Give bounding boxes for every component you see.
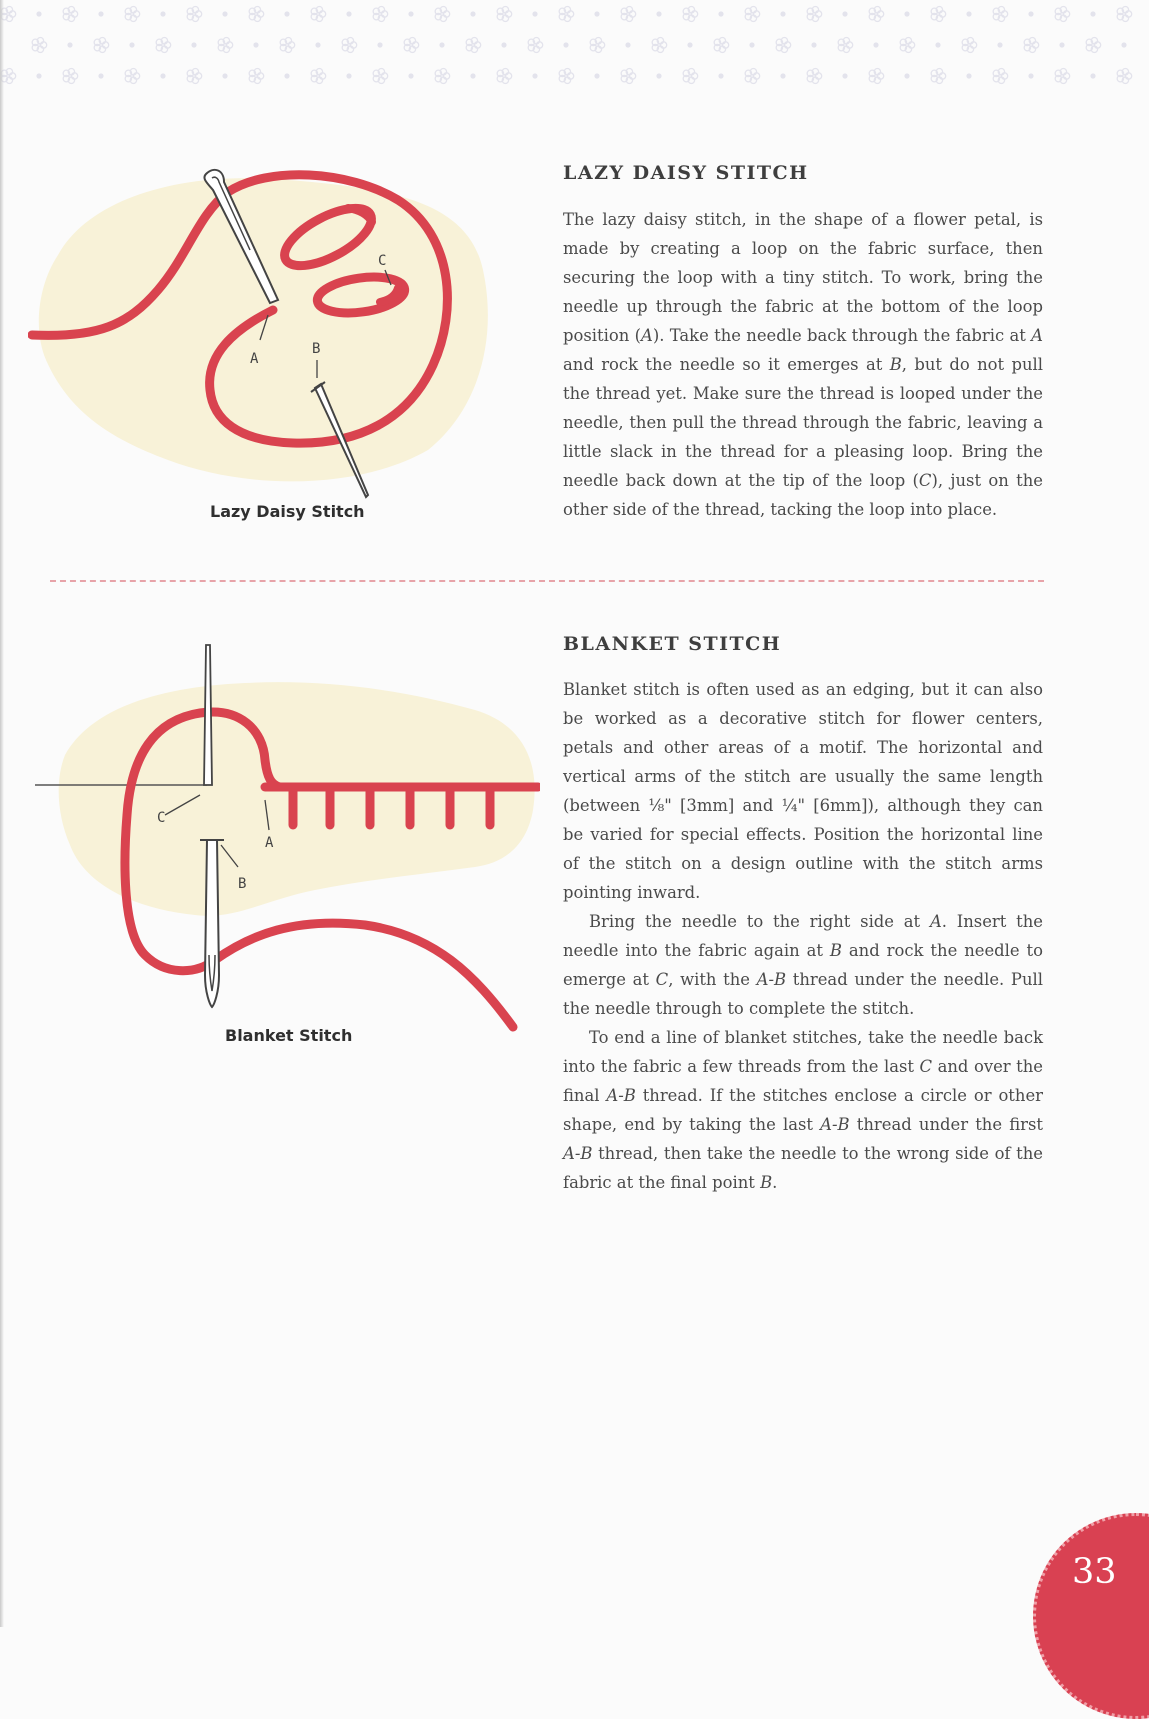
blanket-stitch-heading: BLANKET STITCH <box>563 633 782 655</box>
page-number: 33 <box>1072 1552 1117 1592</box>
pattern-dot <box>470 11 475 16</box>
flower-icon <box>435 69 450 84</box>
page-number-badge <box>1033 1513 1149 1719</box>
figure-label-c: C <box>378 253 387 269</box>
flower-icon <box>745 69 760 84</box>
blanket-stitch-figure <box>35 635 540 1035</box>
figure-label-a: A <box>265 835 274 851</box>
flower-icon <box>1055 69 1070 84</box>
pattern-dot <box>749 42 754 47</box>
flower-icon <box>776 38 791 53</box>
pattern-dot <box>687 42 692 47</box>
flower-icon <box>714 38 729 53</box>
lazy-daisy-figure <box>28 160 498 520</box>
pattern-dot <box>67 42 72 47</box>
pattern-dot <box>811 42 816 47</box>
flower-dot-pattern-band <box>0 0 1149 100</box>
pattern-dot <box>1028 73 1033 78</box>
pattern-dot <box>501 42 506 47</box>
flower-icon <box>311 69 326 84</box>
flower-icon <box>1117 69 1132 84</box>
flower-icon <box>683 7 698 22</box>
pattern-dot <box>222 73 227 78</box>
pattern-dot <box>315 42 320 47</box>
flower-icon <box>900 38 915 53</box>
flower-icon <box>373 7 388 22</box>
pattern-dot <box>935 42 940 47</box>
pattern-dot <box>842 73 847 78</box>
blanket-paragraph-2: Bring the needle to the right side at A. Insert the needle into the fabric again at B and rock the needle to emerge at C, with the A-B thread under the needle. Pull the needle through to complete the stitch. <box>563 912 1044 1018</box>
flower-icon <box>621 69 636 84</box>
pattern-dot <box>129 42 134 47</box>
flower-icon <box>993 69 1008 84</box>
flower-icon <box>280 38 295 53</box>
flower-icon <box>187 7 202 22</box>
needle-icon <box>204 645 212 785</box>
pattern-dot <box>253 42 258 47</box>
flower-icon <box>466 38 481 53</box>
flower-icon <box>373 69 388 84</box>
flower-icon <box>32 38 47 53</box>
pattern-dot <box>594 11 599 16</box>
pattern-dot <box>594 73 599 78</box>
blanket-paragraph-1: Blanket stitch is often used as an edging, but it can also be worked as a decorative stitch for flower centers, petals and other areas of a motif. The horizontal and vertical arms of the stitch are usually the same length (between ⅛" [3mm] and ¼" [6mm]), although they can be varied for special effects. Position the horizontal line of the stitch on a design outline with the stitch arms pointing inward. <box>563 680 1043 902</box>
pattern-dot <box>346 11 351 16</box>
lazy-daisy-paragraph: The lazy daisy stitch, in the shape of a flower petal, is made by creating a loop on the fabric surface, then securing the loop with a tiny stitch. To work, bring the needle up through the fabric at the bottom of the loop position (A). Take the needle back through the fabric at A and rock the needle so it emerges at B, but do not pull the thread yet. Make sure the thread is looped under the needle, then pull the thread through the fabric, leaving a little slack in the thread for a pleasing loop. Bring the needle back down at the tip of the loop (C), just on the other side of the thread, tacking the loop into place. <box>563 210 1043 519</box>
pattern-dot <box>408 73 413 78</box>
pattern-dot <box>36 73 41 78</box>
pattern-dot <box>1090 73 1095 78</box>
pattern-dot <box>470 73 475 78</box>
flower-icon <box>621 7 636 22</box>
flower-icon <box>807 7 822 22</box>
flower-icon <box>249 7 264 22</box>
flower-icon <box>63 7 78 22</box>
flower-icon <box>559 7 574 22</box>
flower-icon <box>187 69 202 84</box>
flower-icon <box>1117 7 1132 22</box>
pattern-dot <box>36 11 41 16</box>
flower-icon <box>497 69 512 84</box>
flower-icon <box>249 69 264 84</box>
pattern-dot <box>160 73 165 78</box>
flower-icon <box>993 7 1008 22</box>
flower-icon <box>931 7 946 22</box>
section-divider <box>50 580 1044 582</box>
flower-icon <box>94 38 109 53</box>
figure-label-a: A <box>250 351 259 367</box>
flower-icon <box>1055 7 1070 22</box>
flower-icon <box>342 38 357 53</box>
figure-label-b: B <box>312 341 321 357</box>
flower-icon <box>807 69 822 84</box>
flower-icon <box>683 69 698 84</box>
flower-icon <box>962 38 977 53</box>
pattern-dot <box>408 11 413 16</box>
pattern-dot <box>532 73 537 78</box>
pattern-dot <box>780 11 785 16</box>
pattern-dot <box>780 73 785 78</box>
pattern-dot <box>98 73 103 78</box>
blanket-paragraph-3: To end a line of blanket stitches, take the needle back into the fabric a few threads from the last C and over the final A-B thread. If the stitches enclose a circle or other shape, end by taking the last A-B thread under the first A-B thread, then take the needle to the wrong side of the fabric at the final point B. <box>563 1028 1044 1192</box>
pattern-dot <box>625 42 630 47</box>
pattern-dot <box>532 11 537 16</box>
pattern-dot <box>160 11 165 16</box>
flower-icon <box>869 69 884 84</box>
pattern-dot <box>98 11 103 16</box>
page-binding-edge <box>0 0 4 1627</box>
pattern-dot <box>284 11 289 16</box>
flower-icon <box>125 7 140 22</box>
flower-icon <box>156 38 171 53</box>
pattern-dot <box>904 73 909 78</box>
flower-icon <box>838 38 853 53</box>
flower-icon <box>528 38 543 53</box>
blanket-stitch-caption: Blanket Stitch <box>225 1026 353 1045</box>
pattern-dot <box>563 42 568 47</box>
flower-icon <box>652 38 667 53</box>
lazy-daisy-caption: Lazy Daisy Stitch <box>210 502 365 521</box>
flower-icon <box>590 38 605 53</box>
pattern-dot <box>1090 11 1095 16</box>
flower-icon <box>869 7 884 22</box>
pattern-dot <box>1059 42 1064 47</box>
pattern-dot <box>966 73 971 78</box>
flower-icon <box>559 69 574 84</box>
lazy-daisy-body <box>563 205 1043 524</box>
flower-icon <box>218 38 233 53</box>
flower-icon <box>1086 38 1101 53</box>
blanket-stitch-body <box>563 675 1043 1197</box>
flower-icon <box>125 69 140 84</box>
pattern-dot <box>718 11 723 16</box>
pattern-dot <box>191 42 196 47</box>
flower-icon <box>931 69 946 84</box>
flower-icon <box>63 69 78 84</box>
figure-label-b: B <box>238 876 247 892</box>
flower-icon <box>745 7 760 22</box>
pattern-dot <box>656 11 661 16</box>
flower-icon <box>404 38 419 53</box>
pattern-dot <box>873 42 878 47</box>
figure-label-c: C <box>157 810 166 826</box>
pattern-dot <box>377 42 382 47</box>
flower-icon <box>311 7 326 22</box>
flower-icon <box>435 7 450 22</box>
pattern-dot <box>439 42 444 47</box>
pattern-dot <box>1121 42 1126 47</box>
pattern-dot <box>222 11 227 16</box>
pattern-dot <box>656 73 661 78</box>
pattern-dot <box>284 73 289 78</box>
pattern-dot <box>1028 11 1033 16</box>
lazy-daisy-heading: LAZY DAISY STITCH <box>563 162 809 184</box>
pattern-dot <box>718 73 723 78</box>
pattern-dot <box>842 11 847 16</box>
pattern-dot <box>904 11 909 16</box>
pattern-dot <box>997 42 1002 47</box>
flower-icon <box>1024 38 1039 53</box>
pattern-dot <box>966 11 971 16</box>
flower-icon <box>497 7 512 22</box>
pattern-dot <box>346 73 351 78</box>
